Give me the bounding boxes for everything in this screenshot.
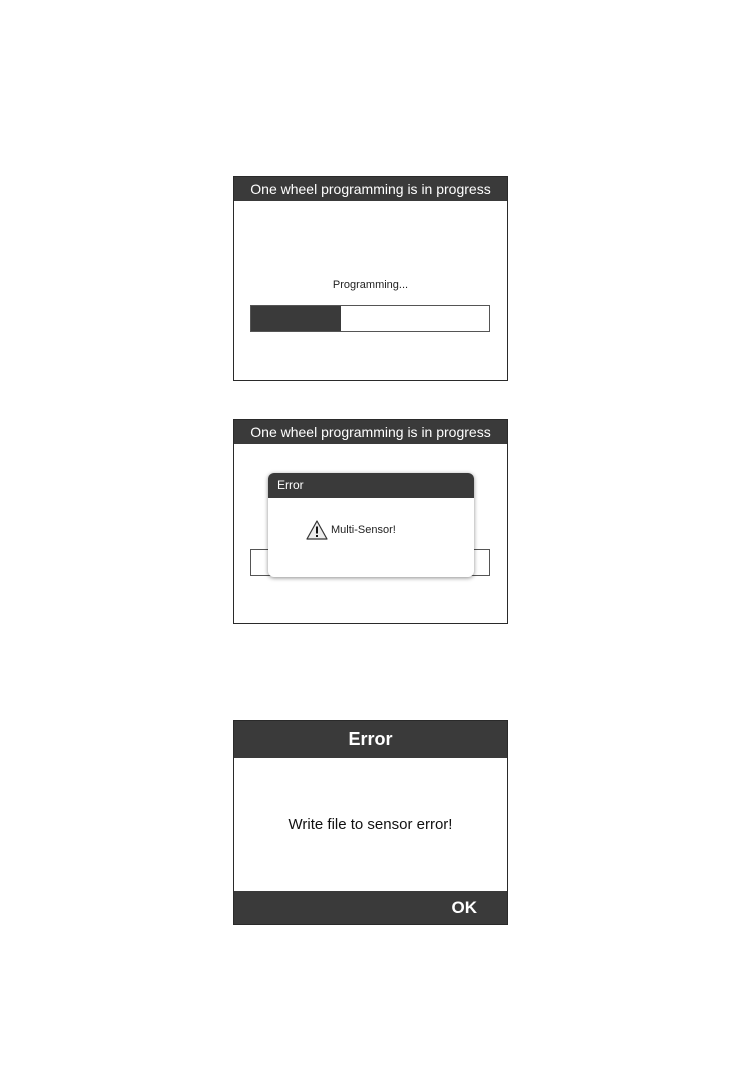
dialog-message bbox=[306, 518, 396, 542]
ok-button[interactable]: OK bbox=[451, 898, 477, 917]
warning-icon bbox=[306, 520, 328, 540]
bottom-bar bbox=[234, 891, 507, 924]
progress-bar-fill bbox=[251, 306, 341, 331]
programming-error-screen bbox=[233, 419, 508, 624]
screen-title: Error bbox=[234, 721, 507, 758]
error-message: Write file to sensor error! bbox=[288, 816, 453, 833]
progress-bar bbox=[250, 305, 490, 332]
programming-status-text: Programming... bbox=[332, 279, 409, 291]
screen-title: One wheel programming is in progress bbox=[234, 177, 507, 201]
programming-progress-screen bbox=[233, 176, 508, 381]
dialog-title: Error bbox=[268, 473, 474, 498]
error-dialog bbox=[268, 473, 474, 577]
dialog-message-text: Multi-Sensor! bbox=[331, 524, 396, 536]
screen-title: One wheel programming is in progress bbox=[234, 420, 507, 444]
write-error-screen bbox=[233, 720, 508, 925]
